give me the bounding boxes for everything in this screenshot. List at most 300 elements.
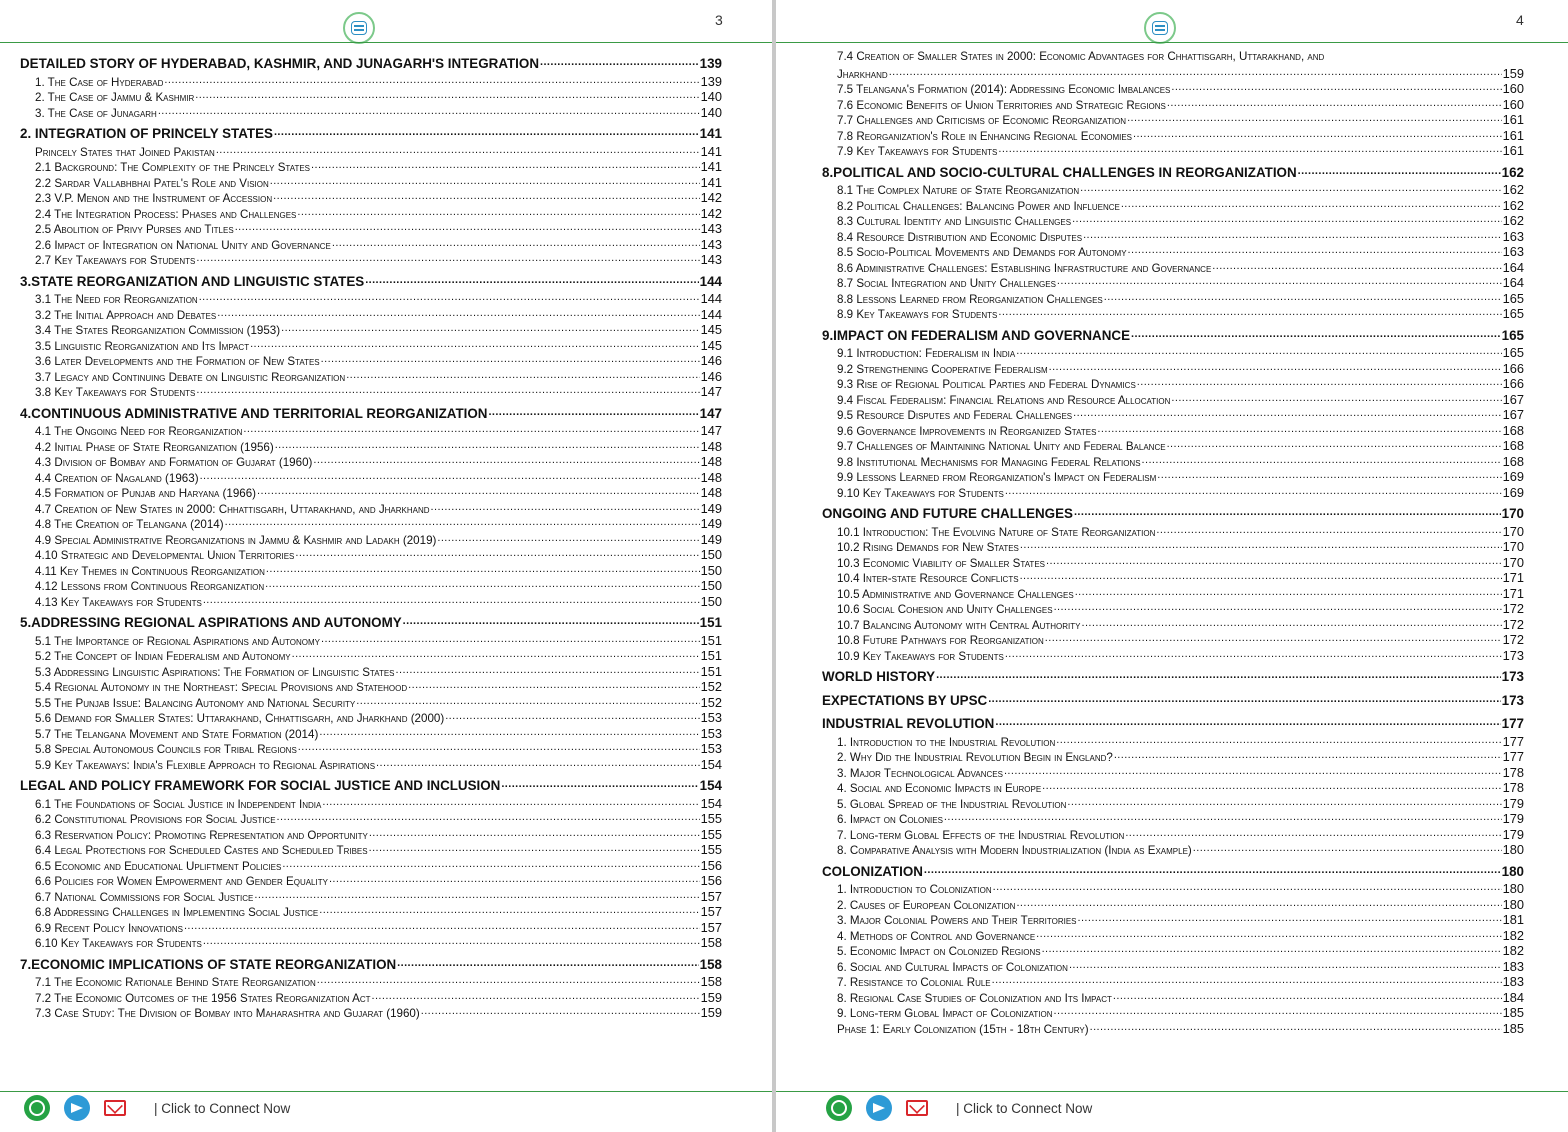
dot-leader [501,777,698,790]
toc-title: 2.2 Sardar Vallabhbhai Patel's Role and Vision [35,176,269,190]
mail-icon[interactable] [104,1100,126,1116]
toc-page-number: 177 [1502,733,1524,749]
dot-leader [988,692,1500,705]
dot-leader [203,594,700,606]
toc-page-number: 149 [700,531,722,547]
toc-chapter[interactable] [822,500,1524,524]
dot-leader [1004,765,1502,777]
toc-section[interactable] [822,345,1524,361]
toc-chapter[interactable] [20,50,722,74]
dot-leader [311,159,700,171]
toc-section[interactable] [20,710,722,726]
whatsapp-icon[interactable] [826,1095,852,1121]
toc-section[interactable] [20,384,722,400]
dot-leader [1131,327,1501,340]
toc-section[interactable] [20,974,722,990]
toc-section[interactable] [822,260,1524,276]
toc-chapter[interactable] [822,663,1524,687]
toc-section[interactable] [822,943,1524,959]
toc-page-number: 153 [700,741,722,756]
toc-page-number: 150 [700,547,722,562]
toc-page-number: 140 [700,89,722,104]
toc-title: 3. The Case of Junagarh [35,106,157,120]
telegram-icon[interactable] [64,1095,90,1121]
toc-section[interactable] [822,469,1524,485]
toc-section[interactable] [20,338,722,354]
toc-title: 9.9 Lessons Learned from Reorganization's Impact on Federalism [837,471,1157,484]
toc-section[interactable] [822,485,1524,501]
toc-section[interactable] [822,454,1524,470]
toc-page-number: 156 [700,857,722,873]
toc-page-number: 169 [1502,484,1524,500]
toc-page-number: 165 [1502,290,1524,306]
dot-leader [295,547,699,559]
toc-section[interactable] [20,796,722,812]
dot-leader [1072,213,1502,225]
dot-leader [277,811,700,823]
toc-section[interactable] [822,765,1524,781]
toc-section[interactable] [822,1005,1524,1021]
dot-leader [372,990,700,1002]
toc-section[interactable] [20,322,722,338]
dot-leader [889,66,1502,78]
footer [826,1095,1092,1121]
toc-title: 4.12 Lessons from Continuous Reorganization [35,580,265,593]
toc-section[interactable] [20,741,722,757]
toc-page-number: 141 [700,159,722,174]
table-of-contents [20,50,722,1021]
toc-section[interactable] [822,143,1524,159]
toc-section[interactable] [822,842,1524,858]
toc-page-number: 146 [700,368,722,384]
toc-title: 7.4 Creation of Smaller States in 2000: Economic Advantages for Chhattisgarh, Uttarakhand, and [837,50,1325,63]
toc-section[interactable] [20,485,722,501]
toc-page-number: 182 [1502,927,1524,943]
toc-section[interactable] [20,695,722,711]
toc-title: INDUSTRIAL REVOLUTION [822,716,995,732]
toc-section[interactable] [822,974,1524,990]
toc-title: 8.6 Administrative Challenges: Establishing Infrastructure and Governance [837,261,1212,275]
toc-title: 6.4 Legal Protections for Scheduled Castes and Scheduled Tribes [35,844,368,857]
toc-section[interactable] [20,353,722,369]
toc-section[interactable] [822,306,1524,322]
dot-leader [1069,959,1502,971]
dot-leader [540,55,699,68]
toc-page-number: 168 [1502,422,1524,438]
toc-title: 4.4 Creation of Nagaland (1963) [35,471,199,485]
dot-leader [1067,796,1501,808]
dot-leader [1054,1005,1502,1017]
toc-section[interactable] [20,648,722,664]
toc-title: 5.4 Regional Autonomy in the Northeast: Special Provisions and Statehood [35,681,408,694]
dot-leader [317,974,700,986]
mail-icon[interactable] [906,1100,928,1116]
toc-page-number: 179 [1502,795,1524,811]
dot-leader [196,384,699,396]
toc-section[interactable] [822,198,1524,214]
whatsapp-icon[interactable] [24,1095,50,1121]
toc-section[interactable] [822,407,1524,423]
toc-section[interactable] [20,827,722,843]
dot-leader [1016,345,1501,357]
toc-section[interactable] [20,594,722,610]
toc-section[interactable] [822,50,1524,66]
toc-title: 10.4 Inter-state Resource Conflicts [837,572,1019,585]
toc-chapter[interactable] [822,710,1524,734]
toc-page-number: 154 [700,756,722,772]
toc-section[interactable] [822,749,1524,765]
toc-title: DETAILED STORY OF HYDERABAD, KASHMIR, AND JUNAGARH'S INTEGRATION [20,56,539,72]
toc-section[interactable] [822,244,1524,260]
page-number: 3 [715,12,723,28]
toc-title: 2. INTEGRATION OF PRINCELY STATES [20,126,273,142]
toc-page-number: 150 [700,593,722,609]
toc-title: 3.7 Legacy and Continuing Debate on Linguistic Reorganization [35,370,346,384]
toc-section[interactable] [20,291,722,307]
toc-title: 3.8 Key Takeaways for Students [35,386,196,399]
toc-page-number: 180 [1502,881,1524,896]
toc-section[interactable] [20,454,722,470]
toc-page-number: 159 [700,1005,722,1020]
toc-page-number: 179 [1502,811,1524,826]
toc-section[interactable] [822,827,1524,843]
toc-section[interactable] [20,873,722,889]
toc-section[interactable] [822,912,1524,928]
toc-section[interactable] [20,858,722,874]
logo-icon [343,12,375,44]
toc-section[interactable] [822,97,1524,113]
toc-section[interactable] [20,990,722,1006]
toc-section[interactable] [822,376,1524,392]
dot-leader [1114,749,1502,761]
toc-page-number: 157 [700,888,722,904]
toc-section[interactable] [20,935,722,951]
toc-title: 6. Impact on Colonies [837,813,943,826]
dot-leader [1113,990,1502,1002]
toc-section[interactable] [20,757,722,773]
dot-leader [274,125,699,138]
toc-section[interactable] [20,206,722,222]
dot-leader [235,221,700,233]
toc-title: 5.6 Demand for Smaller States: Uttarakhand, Chhattisgarh, and Jharkhand (2000) [35,712,445,725]
toc-title: 6.2 Constitutional Provisions for Social Justice [35,813,276,826]
toc-section[interactable] [822,112,1524,128]
toc-title: 10.5 Administrative and Governance Challenges [837,587,1074,601]
toc-title: 4.10 Strategic and Developmental Union Territories [35,549,295,562]
toc-page-number: 143 [700,252,722,267]
dot-leader [1036,928,1501,940]
dot-leader [924,863,1501,876]
toc-title: 7.ECONOMIC IMPLICATIONS OF STATE REORGANIZATION [20,956,397,972]
toc-section[interactable] [822,601,1524,617]
toc-section[interactable] [20,920,722,936]
toc-chapter[interactable] [822,687,1524,711]
toc-title: 4.1 The Ongoing Need for Reorganization [35,425,243,438]
toc-title: 4. Social and Economic Impacts in Europe [837,782,1042,795]
toc-title: 2. Why Did the Industrial Revolution Begin in England? [837,751,1113,764]
toc-section[interactable] [822,555,1524,571]
toc-title: 7.2 The Economic Outcomes of the 1956 States Reorganization Act [35,991,371,1005]
toc-section[interactable] [822,81,1524,97]
toc-title: 3.5 Linguistic Reorganization and Its Impact [35,339,250,353]
page-3 [0,0,772,1132]
dot-leader [270,175,700,187]
toc-page-number: 142 [700,190,722,205]
dot-leader [445,710,699,722]
toc-page-number: 166 [1502,376,1524,391]
toc-chapter[interactable] [20,120,722,144]
toc-chapter[interactable] [822,858,1524,882]
toc-section[interactable] [20,159,722,175]
page-number: 4 [1516,12,1524,28]
dot-leader [254,889,699,901]
toc-section[interactable] [20,516,722,532]
toc-section[interactable] [20,578,722,594]
dot-leader [396,664,700,676]
toc-page-number: 147 [700,384,722,399]
header-rule [776,42,1568,43]
toc-section[interactable] [20,144,722,160]
toc-chapter[interactable] [20,609,722,633]
toc-section[interactable] [822,881,1524,897]
toc-page-number: 182 [1502,943,1524,958]
toc-title: 8.POLITICAL AND SOCIO-CULTURAL CHALLENGES IN REORGANIZATION [822,164,1297,180]
toc-page-number: 159 [1502,65,1524,81]
dot-leader [1125,827,1501,839]
toc-section[interactable] [20,811,722,827]
toc-title: 9. Long-term Global Impact of Colonization [837,1007,1053,1020]
toc-title: 6.3 Reservation Policy: Promoting Representation and Opportunity [35,828,368,842]
connect-link[interactable]: | Click to Connect Now [154,1100,291,1116]
toc-title: 3.1 The Need for Reorganization [35,293,198,306]
toc-section[interactable] [822,780,1524,796]
toc-title: 7.1 The Economic Rationale Behind State Reorganization [35,976,316,989]
dot-leader [158,105,700,117]
toc-page-number: 149 [700,500,722,516]
toc-title: 3. Major Colonial Powers and Their Territories [837,914,1077,927]
toc-section[interactable] [822,438,1524,454]
toc-page-number: 162 [1502,182,1524,197]
toc-section[interactable] [20,679,722,695]
toc-title: 4.3 Division of Bombay and Formation of Gujarat (1960) [35,456,313,469]
toc-page-number: 158 [700,935,722,950]
toc-title: 8.8 Lessons Learned from Reorganization Challenges [837,292,1103,306]
dot-leader [322,796,699,808]
toc-section[interactable] [822,796,1524,812]
toc-section[interactable] [20,664,722,680]
toc-page-number: 167 [1502,407,1524,422]
toc-title: 6.9 Recent Policy Innovations [35,921,183,935]
toc-section[interactable] [20,547,722,563]
toc-chapter[interactable] [20,400,722,424]
toc-section[interactable] [822,361,1524,377]
toc-section[interactable] [822,423,1524,439]
toc-section[interactable] [20,1005,722,1021]
toc-section[interactable] [822,213,1524,229]
toc-section[interactable] [822,291,1524,307]
dot-leader [993,881,1502,893]
toc-section[interactable] [20,252,722,268]
dot-leader [200,470,700,482]
toc-section[interactable] [822,617,1524,633]
toc-title: 10.9 Key Takeaways for Students [837,649,1004,663]
toc-section[interactable] [20,532,722,548]
dot-leader [332,237,700,249]
toc-section[interactable] [822,539,1524,555]
toc-section[interactable] [822,990,1524,1006]
dot-leader [1167,97,1502,109]
toc-chapter[interactable] [20,951,722,975]
toc-section[interactable] [822,811,1524,827]
toc-title: 7.8 Reorganization's Role in Enhancing Regional Economies [837,129,1133,143]
dot-leader [282,858,699,870]
toc-section[interactable] [822,524,1524,540]
toc-title: 4.5 Formation of Punjab and Haryana (1966) [35,487,257,500]
toc-section[interactable] [20,904,722,920]
dot-leader [250,338,700,350]
dot-leader [1057,275,1502,287]
toc-page-number: 170 [1501,506,1524,522]
toc-section[interactable] [20,237,722,253]
toc-section[interactable] [20,439,722,455]
toc-section[interactable] [822,570,1524,586]
toc-chapter[interactable] [822,322,1524,346]
dot-leader [365,273,698,286]
toc-title: 1. Introduction to the Industrial Revolution [837,735,1056,749]
toc-section[interactable] [20,105,722,121]
toc-section[interactable] [822,928,1524,944]
toc-section[interactable] [20,369,722,385]
toc-section[interactable] [822,897,1524,913]
dot-leader [1080,182,1501,194]
toc-section[interactable] [20,842,722,858]
toc-page-number: 161 [1502,112,1524,127]
toc-title: 10.3 Economic Viability of Smaller States [837,556,1045,570]
toc-title: 5.2 The Concept of Indian Federalism and Autonomy [35,650,291,663]
toc-title: 5.1 The Importance of Regional Aspirations and Autonomy [35,634,320,648]
dot-leader [292,648,700,660]
toc-page-number: 155 [700,826,722,842]
dot-leader [397,956,698,969]
dot-leader [369,827,700,839]
dot-leader [329,873,700,885]
toc-title: 6.5 Economic and Educational Upliftment Policies [35,859,282,873]
toc-title: 9.7 Challenges of Maintaining National Unity and Federal Balance [837,440,1166,453]
toc-section[interactable] [20,175,722,191]
toc-title: 2.6 Impact of Integration on National Unity and Governance [35,238,331,252]
dot-leader [199,291,700,303]
toc-page-number: 148 [700,454,722,469]
toc-section[interactable] [822,128,1524,144]
toc-section[interactable] [822,1021,1524,1037]
toc-page-number: 161 [1502,143,1524,158]
toc-section[interactable] [822,959,1524,975]
toc-page-number: 151 [700,663,722,679]
toc-page-number: 172 [1502,601,1524,616]
dot-leader [266,563,700,575]
toc-page-number: 139 [700,73,722,89]
toc-section[interactable] [20,470,722,486]
dot-leader [1045,632,1502,644]
toc-section[interactable] [20,501,722,517]
dot-leader [1090,1021,1502,1033]
toc-section[interactable] [822,229,1524,245]
toc-title: 6. Social and Cultural Impacts of Colonization [837,960,1068,974]
toc-title: Princely States that Joined Pakistan [35,145,215,159]
dot-leader [369,842,700,854]
toc-page-number: 177 [1501,716,1524,732]
toc-page-number: 168 [1502,453,1524,469]
page-4 [776,0,1568,1132]
toc-page-number: 162 [1501,164,1524,180]
toc-section[interactable] [20,633,722,649]
toc-page-number: 141 [700,143,722,159]
toc-section[interactable] [20,889,722,905]
toc-section[interactable] [20,563,722,579]
connect-link[interactable]: | Click to Connect Now [956,1100,1093,1116]
toc-chapter[interactable] [20,268,722,292]
toc-chapter[interactable] [20,772,722,796]
toc-section[interactable] [20,307,722,323]
dot-leader [319,726,699,738]
toc-title: 8.3 Cultural Identity and Linguistic Challenges [837,215,1072,228]
toc-section[interactable] [20,190,722,206]
toc-section[interactable] [822,182,1524,198]
dot-leader [998,306,1501,318]
toc-page-number: 173 [1502,647,1524,663]
dot-leader [431,501,700,513]
toc-section[interactable] [20,89,722,105]
toc-section[interactable] [822,392,1524,408]
toc-title: WORLD HISTORY [822,669,936,685]
toc-section[interactable] [822,275,1524,291]
dot-leader [184,920,700,932]
toc-page-number: 165 [1502,345,1524,360]
dot-leader [1074,505,1501,518]
toc-page-number: 153 [700,725,722,741]
toc-title: 8. Comparative Analysis with Modern Industrialization (India as Example) [837,844,1192,857]
toc-page-number: 180 [1501,863,1524,879]
toc-section[interactable] [822,66,1524,82]
dot-leader [408,679,699,691]
toc-section[interactable] [822,648,1524,664]
toc-title: 7.6 Economic Benefits of Union Territories and Strategic Regions [837,98,1166,112]
toc-section[interactable] [822,586,1524,602]
toc-title: 2.4 The Integration Process: Phases and Challenges [35,207,297,221]
toc-page-number: 181 [1502,912,1524,927]
toc-section[interactable] [20,74,722,90]
toc-chapter[interactable] [822,159,1524,183]
toc-title: 9.3 Rise of Regional Political Parties and Federal Dynamics [837,378,1136,391]
dot-leader [298,741,700,753]
dot-leader [297,206,699,218]
toc-section[interactable] [20,221,722,237]
dot-leader [1005,648,1502,660]
toc-title: 8.1 The Complex Nature of State Reorganization [837,184,1080,197]
toc-title: 9.5 Resource Disputes and Federal Challenges [837,409,1073,422]
dot-leader [1133,128,1502,140]
toc-title: 7.9 Key Takeaways for Students [837,145,998,158]
toc-section[interactable] [20,423,722,439]
toc-page-number: 162 [1502,213,1524,228]
toc-page-number: 150 [700,578,722,593]
telegram-icon[interactable] [866,1095,892,1121]
toc-section[interactable] [822,734,1524,750]
toc-page-number: 169 [1502,469,1524,484]
dot-leader [164,74,699,86]
toc-section[interactable] [20,726,722,742]
toc-section[interactable] [822,632,1524,648]
